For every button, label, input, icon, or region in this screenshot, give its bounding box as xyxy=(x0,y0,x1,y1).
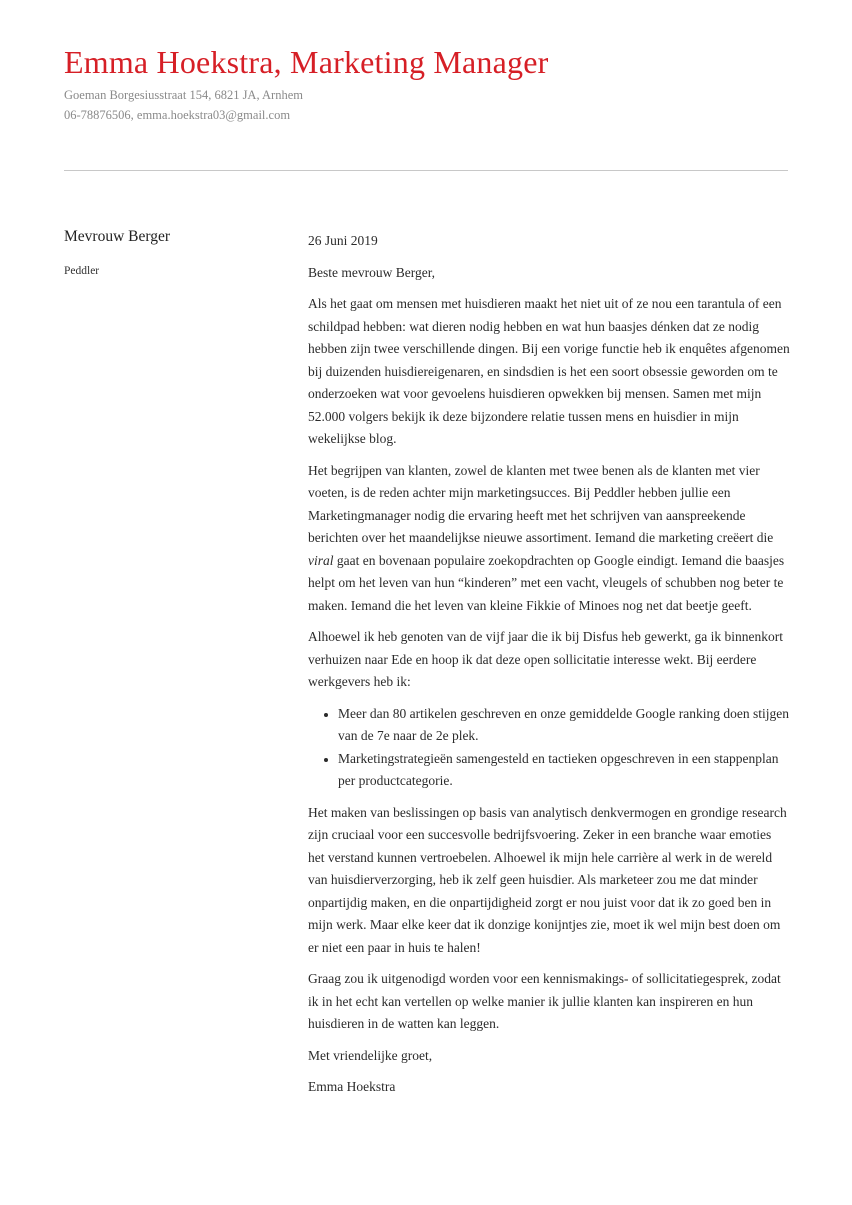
paragraph-2 xyxy=(308,460,790,618)
letter-header xyxy=(64,42,788,125)
recipient-block xyxy=(64,226,284,279)
letter-body xyxy=(308,230,790,1108)
header-divider xyxy=(64,170,788,171)
paragraph-2-italic: viral xyxy=(308,552,334,568)
signature: Emma Hoekstra xyxy=(308,1079,396,1094)
closing: Met vriendelijke groet, xyxy=(308,1047,433,1063)
letter-date: 26 Juni 2019 xyxy=(308,233,378,248)
paragraph-2-part-2: gaat en bovenaan populaire zoekopdrachten op Google eindigt. Iemand die baasjes helpt om het leven van hun “kinderen” met een vacht, vleugels of schubben nog beter te maken. Iemand die het leven van kleine Fikkie of Minoes nog net dat beetje geeft. xyxy=(308,552,785,613)
sender-address: Goeman Borgesiusstraat 154, 6821 JA, Arnhem xyxy=(64,88,303,102)
paragraph-4: Het maken van beslissingen op basis van analytisch denkvermogen en grondige research zijn cruciaal voor een succesvolle bedrijfsvoering. Zeker in een branche waar emoties het verstand kunnen vertroebelen. Alhoewel ik mijn hele carrière al werk in de wereld van huisdierverzorging, heb ik zelf geen huisdier. Als marketeer zou me dat minder onpartijdig maken, en die onpartijdigheid zorgt er nou juist voor dat ik zo goed ben in mijn werk. Maar elke keer dat ik donzige konijntjes zie, moet ik wel mijn best doen om er niet een paar in huis te halen! xyxy=(308,804,787,955)
achievements-list xyxy=(308,703,790,793)
list-item: • Marketingstrategieën samengesteld en tactieken opgeschreven in een stappenplan per productcategorie. xyxy=(338,748,790,793)
salutation: Beste mevrouw Berger, xyxy=(308,264,436,280)
recipient-name: Mevrouw Berger xyxy=(64,228,171,245)
paragraph-5: Graag zou ik uitgenodigd worden voor een kennismakings- of sollicitatiegesprek, zodat ik in het echt kan vertellen op welke manier ik jullie klanten kan inspireren en hun huisdieren in de watten kan leggen. xyxy=(308,971,781,1031)
paragraph-2-part-1: Het begrijpen van klanten, zowel de klanten met twee benen als de klanten met vier voeten, is de reden achter mijn marketingsucces. Bij Peddler hebben jullie een Marketingmanager nodig die ervaring heeft met het schrijven van aanspreekende berichten over het maandelijkse nieuwe assortiment. Iemand die marketing creëert die xyxy=(308,462,774,545)
sender-contact: 06-78876506, emma.hoekstra03@gmail.com xyxy=(64,108,291,122)
list-item: • Meer dan 80 artikelen geschreven en onze gemiddelde Google ranking doen stijgen van de 7e naar de 2e plek. xyxy=(338,703,790,748)
paragraph-3: Alhoewel ik heb genoten van de vijf jaar die ik bij Disfus heb gewerkt, ga ik binnenkort verhuizen naar Ede en hoop ik dat deze open sollicitatie interesse wekt. Bij eerdere werkgevers heb ik: xyxy=(308,629,783,689)
recipient-company: Peddler xyxy=(64,265,100,277)
sender-name-title: Emma Hoekstra, Marketing Manager xyxy=(64,44,549,80)
paragraph-1: Als het gaat om mensen met huisdieren maakt het niet uit of ze nou een tarantula of een schildpad hebben: wat dieren nodig hebben en wat hun baasjes dénken dat ze nodig hebben zijn twee verschillende dingen. Bij een vorige functie heb ik enquêtes afgenomen bij duizenden huisdiereigenaren, en sindsdien is het een soort obsessie geworden om te onderzoeken wat voor gevoelens huisdieren opwekken bij mensen. Samen met mijn 52.000 volgers bekijk ik deze bijzondere relatie tussen mens en huisdier in mijn wekelijkse blog. xyxy=(308,296,790,446)
